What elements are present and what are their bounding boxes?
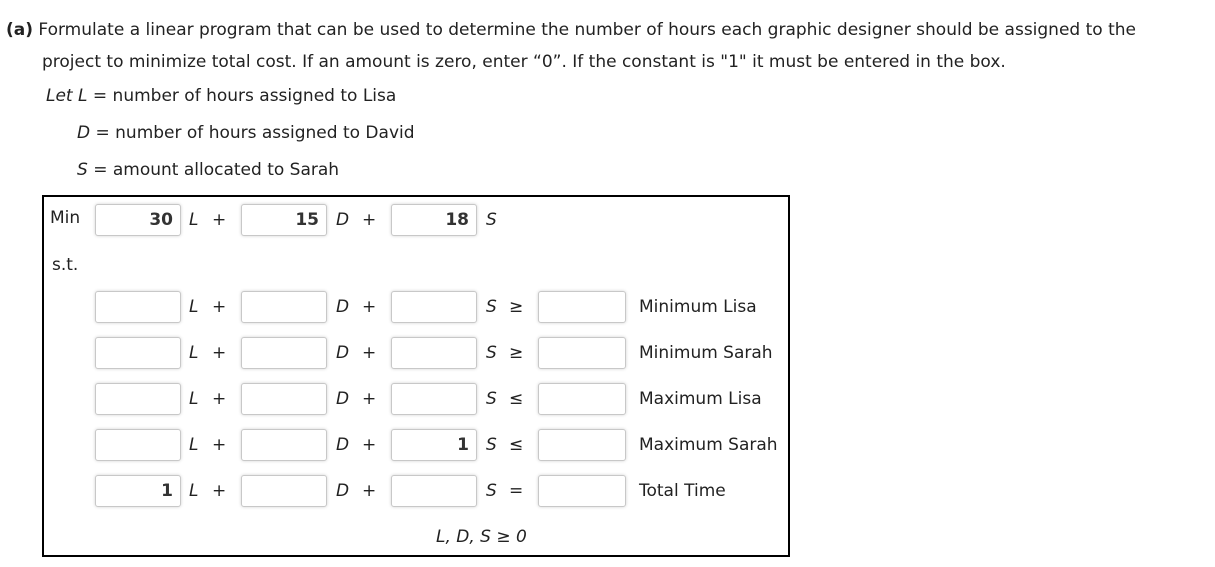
definition-sarah [77,160,339,180]
plus-sign: + [212,389,227,409]
var-s-label: S [486,210,497,230]
var-d-label: D [336,343,350,363]
plus-sign: + [362,435,377,455]
var-l-label: L [189,297,199,317]
var-l-label: L [189,343,199,363]
definition-lisa [46,86,396,106]
constraint-5-coef-s-input[interactable] [391,475,477,507]
constraint-1-coef-l-input[interactable] [95,291,181,323]
constraint-5-coef-l-input[interactable] [95,475,181,507]
plus-sign: + [362,297,377,317]
plus-sign: + [212,210,227,230]
nonnegativity-constraint: L, D, S ≥ 0 [436,527,527,547]
constraint-1-name: Minimum Lisa [639,297,757,317]
constraint-4-rhs-input[interactable] [538,429,626,461]
st-label: s.t. [52,255,79,275]
constraint-4-coef-d-input[interactable] [241,429,327,461]
var-s-label: S [486,435,497,455]
var-l-label: L [189,435,199,455]
constraint-1-rhs-input[interactable] [538,291,626,323]
definition-david [77,123,415,143]
plus-sign: + [362,481,377,501]
plus-sign: + [212,435,227,455]
var-l-label: L [189,389,199,409]
constraint-2-coef-l-input[interactable] [95,337,181,369]
constraint-2-rhs-input[interactable] [538,337,626,369]
definition-text: = amount allocated to Sarah [93,160,340,180]
inequality-sign: ≤ [509,435,524,455]
var-l-label: L [189,481,199,501]
definition-var: S [77,160,88,180]
plus-sign: + [212,343,227,363]
inequality-sign: ≥ [509,343,524,363]
objective-coef-s-input[interactable] [391,204,477,236]
constraint-2-coef-d-input[interactable] [241,337,327,369]
constraint-3-rhs-input[interactable] [538,383,626,415]
constraint-4-coef-s-input[interactable] [391,429,477,461]
var-d-label: D [336,297,350,317]
var-l-label: L [189,210,199,230]
question-line-1: Formulate a linear program that can be used to determine the number of hours each graphic designer should be assigned to the [38,20,1136,40]
definition-text: = number of hours assigned to Lisa [92,86,397,106]
inequality-sign: ≥ [509,297,524,317]
part-label: (a) [6,20,34,40]
min-label: Min [50,208,81,228]
constraint-1-coef-s-input[interactable] [391,291,477,323]
constraint-5-coef-d-input[interactable] [241,475,327,507]
constraint-2-name: Minimum Sarah [639,343,773,363]
plus-sign: + [362,343,377,363]
inequality-sign: ≤ [509,389,524,409]
plus-sign: + [362,210,377,230]
plus-sign: + [212,297,227,317]
objective-coef-d-input[interactable] [241,204,327,236]
var-s-label: S [486,389,497,409]
definition-var: Let L [46,86,88,106]
var-s-label: S [486,297,497,317]
var-s-label: S [486,343,497,363]
constraint-3-coef-d-input[interactable] [241,383,327,415]
constraint-3-name: Maximum Lisa [639,389,762,409]
constraint-3-coef-s-input[interactable] [391,383,477,415]
constraint-4-name: Maximum Sarah [639,435,778,455]
constraint-5-name: Total Time [639,481,726,501]
definition-var: D [77,123,91,143]
definition-text: = number of hours assigned to David [95,123,415,143]
var-d-label: D [336,481,350,501]
plus-sign: + [362,389,377,409]
constraint-1-coef-d-input[interactable] [241,291,327,323]
var-d-label: D [336,389,350,409]
question-text [6,14,1211,78]
constraint-3-coef-l-input[interactable] [95,383,181,415]
constraint-2-coef-s-input[interactable] [391,337,477,369]
constraint-5-rhs-input[interactable] [538,475,626,507]
constraint-4-coef-l-input[interactable] [95,429,181,461]
plus-sign: + [212,481,227,501]
var-d-label: D [336,210,350,230]
equality-sign: = [509,481,524,501]
var-d-label: D [336,435,350,455]
question-line-2: project to minimize total cost. If an amount is zero, enter “0”. If the constant is "1" it must be entered in the box. [42,52,1006,72]
var-s-label: S [486,481,497,501]
objective-coef-l-input[interactable] [95,204,181,236]
